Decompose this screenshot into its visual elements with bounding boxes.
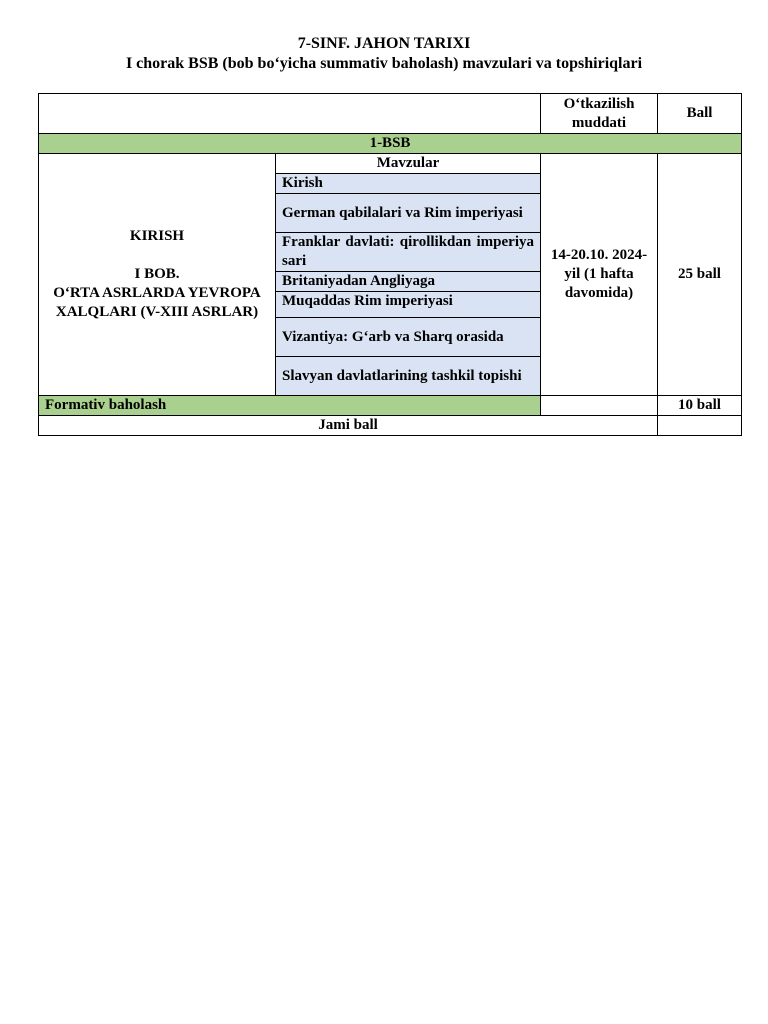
chapter-cell — [39, 154, 276, 396]
chapter-name: O‘RTA ASRLARDA YEVROPA XALQLARI (V-XIII ASRLAR) — [53, 285, 261, 320]
topic-item: Muqaddas Rim imperiyasi — [276, 292, 541, 318]
section-label: 1-BSB — [39, 134, 742, 154]
topic-item: Vizantiya: G‘arb va Sharq orasida — [276, 318, 541, 357]
table-row — [39, 154, 742, 174]
topics-header: Mavzular — [276, 154, 541, 174]
header-period: O‘tkazilish muddati — [541, 94, 658, 134]
topic-item: Slavyan davlatlarining tashkil topishi — [276, 357, 541, 396]
formativ-label: Formativ baholash — [39, 396, 541, 416]
period-cell: 14-20.10. 2024-yil (1 hafta davomida) — [541, 154, 658, 396]
topic-item: Kirish — [276, 174, 541, 194]
header-empty-cell — [39, 94, 541, 134]
total-label: Jami ball — [39, 416, 658, 436]
document-subtitle: I chorak BSB (bob bo‘yicha summativ baholash) mavzulari va topshiriqlari — [125, 55, 643, 72]
topic-item: Franklar davlati: qirollikdan imperiya sari — [276, 233, 541, 272]
total-value-empty — [658, 416, 742, 436]
ball-cell: 25 ball — [658, 154, 742, 396]
header-ball: Ball — [658, 94, 742, 134]
chapter-number: I BOB. — [134, 266, 180, 282]
topic-item: Britaniyadan Angliyaga — [276, 272, 541, 292]
formativ-ball: 10 ball — [658, 396, 742, 416]
topic-item: German qabilalari va Rim imperiyasi — [276, 194, 541, 233]
formativ-period-empty — [541, 396, 658, 416]
formativ-row — [39, 396, 742, 416]
section-row — [39, 134, 742, 154]
table-header-row — [39, 94, 742, 134]
document-title: 7-SINF. JAHON TARIXI — [297, 35, 471, 52]
bsb-table — [38, 93, 742, 436]
chapter-intro: KIRISH — [129, 228, 185, 244]
total-row — [39, 416, 742, 436]
